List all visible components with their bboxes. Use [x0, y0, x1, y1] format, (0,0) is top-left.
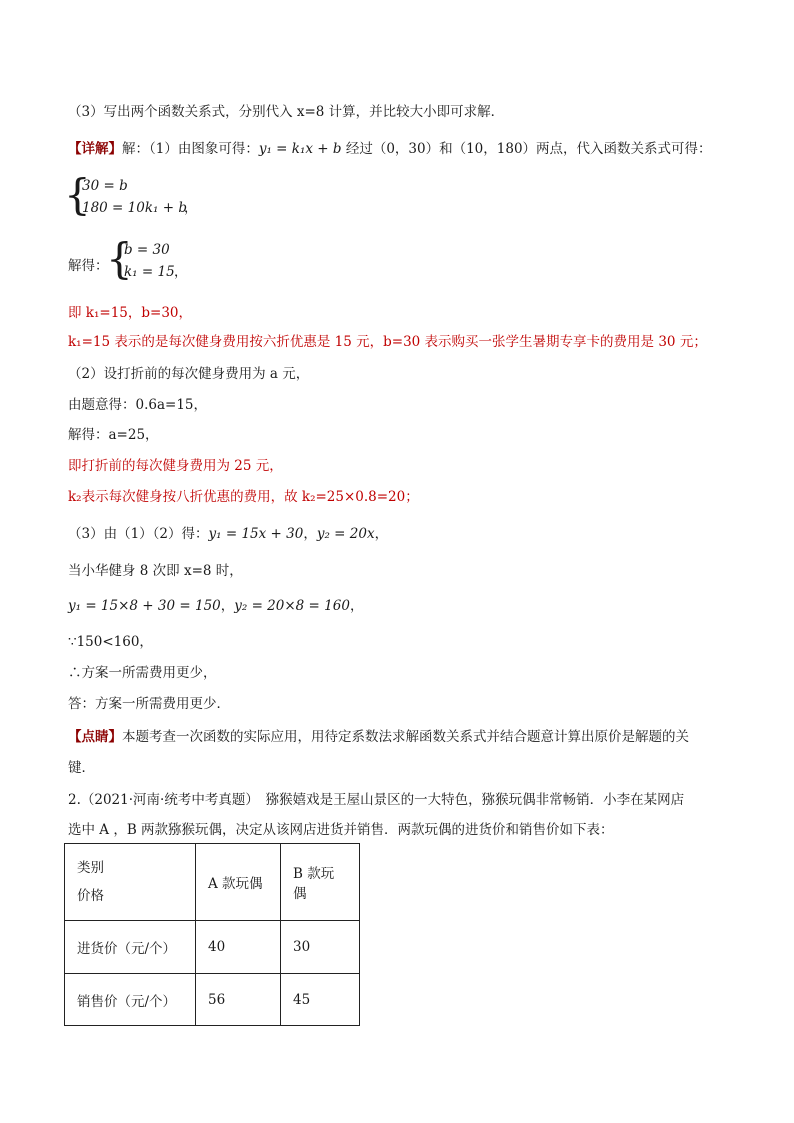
- system1-row1: 30 = b: [82, 178, 128, 194]
- meaning-text: k₁=15 表示的是每次健身费用按六折优惠是 15 元，b=30 表示购买一张学生暑期专享卡的费用是 30 元；: [68, 334, 707, 350]
- system2-row2: k₁ = 15: [124, 264, 175, 280]
- header-corner-cell: [65, 844, 196, 921]
- cell-a: 56: [196, 974, 281, 1026]
- system2-row1: b = 30: [124, 242, 170, 258]
- formula-y1: y₁ = k₁x + b: [258, 141, 342, 157]
- step-2-line: [68, 364, 309, 384]
- comment-line: [68, 727, 689, 747]
- equation-system-1: [64, 170, 208, 222]
- detail-intro-rest: 经过（0，30）和（10，180）两点，代入函数关系式可得：: [341, 141, 712, 157]
- comment-tag: 【点睛】: [68, 729, 122, 745]
- result-line: [68, 303, 192, 323]
- solution-label: 解得：: [68, 258, 109, 274]
- separator: ，: [303, 526, 317, 542]
- step-3-hint-text: （3）写出两个函数关系式，分别代入 x=8 计算，并比较大小即可求解．: [68, 104, 505, 120]
- solve-a-text: 解得：a=25，: [68, 427, 159, 443]
- answer-line: [68, 694, 230, 714]
- header-category: 类别: [77, 860, 104, 876]
- separator: ，: [220, 598, 235, 614]
- question-2-text-2: 选中 A ，B 两款猕猴玩偶，决定从该网店进货并销售．两款玩偶的进货价和销售价如下表：: [68, 822, 614, 838]
- header-b: B 款玩偶: [281, 844, 360, 921]
- compare-text: ∵150<160，: [68, 634, 153, 650]
- x8-text: 当小华健身 8 次即 x=8 时，: [68, 563, 243, 579]
- conclusion-line: [68, 663, 217, 683]
- comment-text-2: 键．: [68, 760, 95, 776]
- comment-text: 本题考查一次函数的实际应用，用待定系数法求解函数关系式并结合题意计算出原价是解题的关: [122, 729, 689, 745]
- evaluation-line: [68, 596, 363, 616]
- step-2-text: （2）设打折前的每次健身费用为 a 元，: [68, 366, 310, 382]
- row-label: 销售价（元/个）: [65, 974, 196, 1026]
- brace-icon: {: [64, 170, 91, 219]
- header-a: A 款玩偶: [196, 844, 281, 921]
- separator: ，: [374, 526, 389, 542]
- result-text: 即 k₁=15，b=30，: [68, 305, 193, 321]
- price-table: [64, 843, 360, 1026]
- original-price-text: 即打折前的每次健身费用为 25 元，: [68, 458, 283, 474]
- row-label: 进货价（元/个）: [65, 921, 196, 974]
- detail-intro: 解：（1）由图象可得：: [122, 141, 259, 157]
- system1-row2: 180 = 10k₁ + b: [82, 200, 187, 216]
- cell-b: 45: [281, 974, 360, 1026]
- equation-line: [68, 395, 207, 415]
- step-3-line: [68, 524, 388, 544]
- equation-system-2: [68, 236, 268, 286]
- solve-a-line: [68, 425, 159, 445]
- system2-tail: ，: [174, 264, 188, 280]
- question-2-line: [68, 790, 684, 810]
- separator: ，: [349, 598, 364, 614]
- cell-b: 30: [281, 921, 360, 974]
- table-row: [65, 921, 360, 974]
- detail-heading-line: [68, 139, 712, 159]
- equation-text: 由题意得：0.6a=15，: [68, 397, 208, 413]
- brace-icon: {: [106, 234, 133, 283]
- step-3-prefix: （3）由（1）（2）得：: [68, 526, 209, 542]
- formula-y2-final: y₂ = 20x: [316, 526, 375, 542]
- step-3-hint: [68, 102, 504, 122]
- conclusion-text: ∴方案一所需费用更少，: [68, 665, 217, 681]
- table-header-row: [65, 844, 360, 921]
- question-2-line-2: [68, 820, 614, 840]
- k2-text: k₂表示每次健身按八折优惠的费用，故 k₂=25×0.8=20；: [68, 489, 419, 505]
- original-price-line: [68, 456, 283, 476]
- detail-tag: 【详解】: [68, 141, 122, 157]
- system1-tail: ，: [184, 200, 198, 216]
- formula-y1-final: y₁ = 15x + 30: [208, 526, 304, 542]
- compare-line: [68, 632, 153, 652]
- y1-evaluation: y₁ = 15×8 + 30 = 150: [68, 598, 221, 614]
- comment-line-2: [68, 758, 95, 778]
- y2-evaluation: y₂ = 20×8 = 160: [234, 598, 350, 614]
- meaning-line: [68, 332, 707, 352]
- answer-text: 答：方案一所需费用更少．: [68, 696, 230, 712]
- cell-a: 40: [196, 921, 281, 974]
- table-row: [65, 974, 360, 1026]
- question-2-text: 2.（2021·河南·统考中考真题） 猕猴嬉戏是王屋山景区的一大特色，猕猴玩偶非常畅销．小李在某网店: [68, 792, 685, 808]
- k2-line: [68, 487, 419, 507]
- header-price: 价格: [77, 888, 104, 904]
- x8-line: [68, 561, 243, 581]
